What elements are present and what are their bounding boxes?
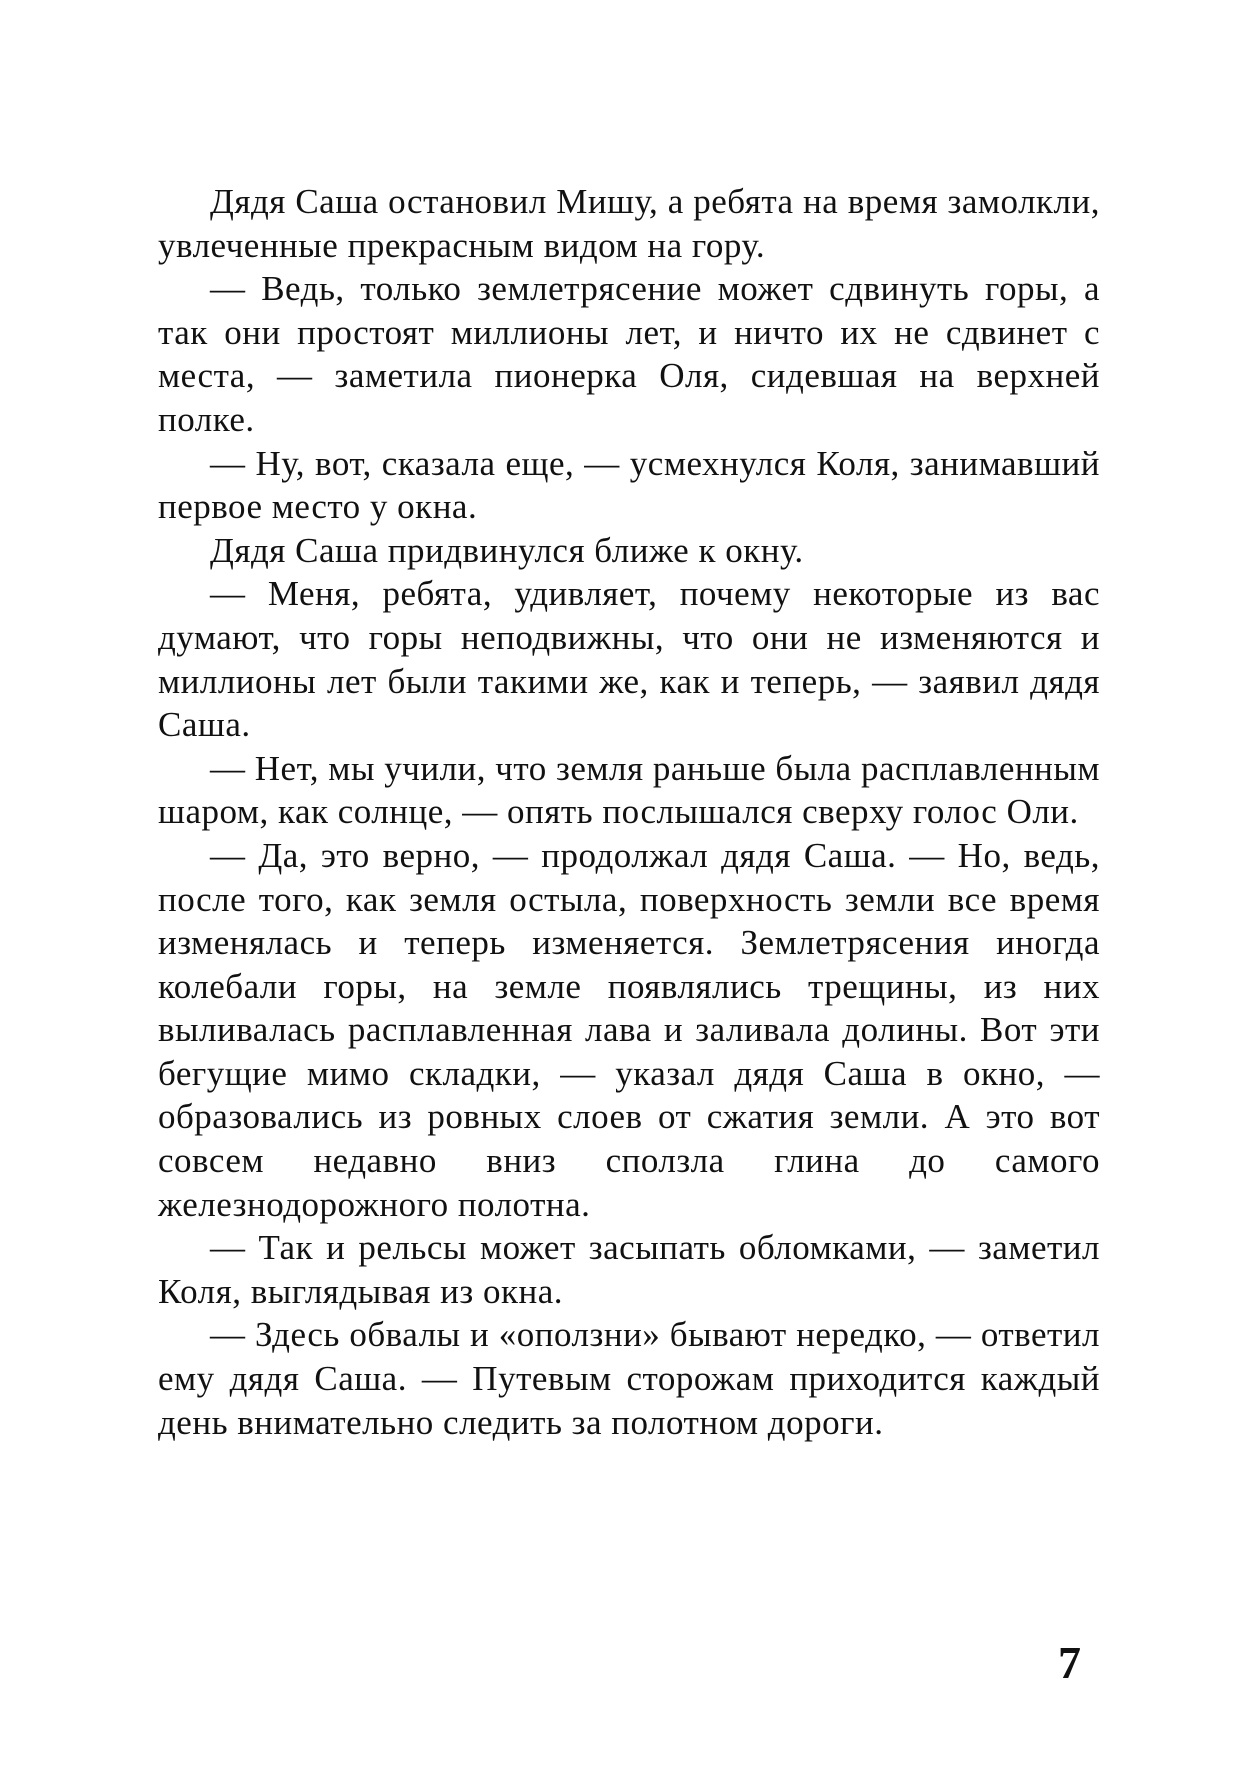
paragraph: — Нет, мы учили, что земля раньше была расплавленным шаром, как солнце, — опять послышался сверху голос Оли. xyxy=(158,748,1100,832)
paragraph: Дядя Саша остановил Мишу, а ребята на время замолкли, увлеченные прекрасным видом на гору. xyxy=(158,182,1100,265)
page-number: 7 xyxy=(1058,1637,1081,1688)
body-text xyxy=(158,180,1100,1444)
paragraph: — Так и рельсы может засыпать обломками, — заметил Коля, выглядывая из окна. xyxy=(158,1228,1100,1311)
paragraph: — Здесь обвалы и «оползни» бывают нередко, — ответил ему дядя Саша. — Путевым сторожам приходится каждый день внимательно следить за полотном дороги. xyxy=(158,1315,1100,1442)
paragraph: Дядя Саша придвинулся ближе к окну. xyxy=(210,530,804,570)
paragraph: — Меня, ребята, удивляет, почему некоторые из вас думают, что горы неподвижны, что они не изменяются и миллионы лет были такими же, как и теперь, — заявил дядя Саша. xyxy=(158,574,1100,745)
paragraph: — Да, это верно, — продолжал дядя Саша. — Но, ведь, после того, как земля остыла, поверхность земли все время изменялась и теперь изменяется. Землетрясения иногда колебали горы, на земле появлялись трещины, из них выливалась расплавленная лава и заливала долины. Вот эти бегущие мимо складки, — указал дядя Саша в окно, — образовались из ровных слоев от сжатия земли. А это вот совсем недавно вниз сползла глина до самого железнодорожного полотна. xyxy=(158,835,1100,1224)
paragraph: — Ну, вот, сказала еще, — усмехнулся Коля, занимавший первое место у окна. xyxy=(158,443,1100,527)
paragraph: — Ведь, только землетрясение может сдвинуть горы, а так они простоят миллионы лет, и ничто их не сдвинет с места, — заметила пионерка Оля, сидевшая на верхней полке. xyxy=(158,269,1100,439)
